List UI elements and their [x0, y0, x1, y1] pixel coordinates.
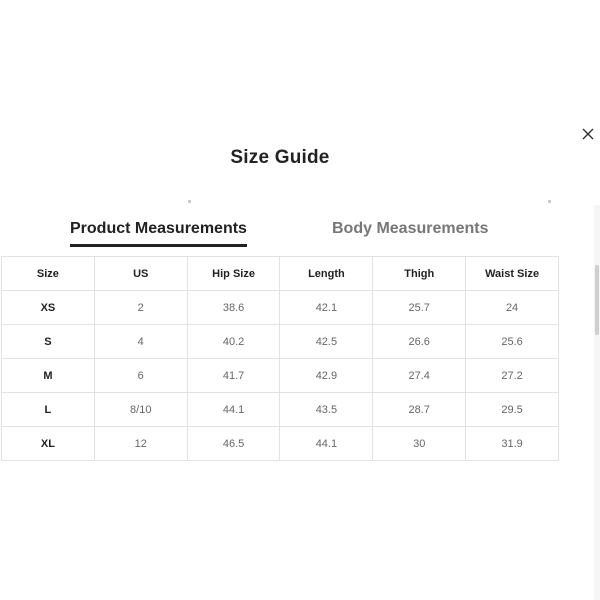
dialog-title: Size Guide	[230, 147, 330, 168]
length-cell: 42.5	[280, 325, 373, 359]
size-cell: XL	[2, 427, 95, 461]
us-cell: 6	[94, 359, 187, 393]
table-row	[2, 325, 559, 359]
header-hip-size: Hip Size	[187, 257, 280, 291]
length-cell: 43.5	[280, 393, 373, 427]
close-button[interactable]	[578, 124, 598, 144]
waist-size-cell: 27.2	[466, 359, 559, 393]
thigh-cell: 28.7	[373, 393, 466, 427]
us-cell: 8/10	[94, 393, 187, 427]
us-cell: 12	[94, 427, 187, 461]
tab-product-measurements[interactable]: Product Measurements	[70, 220, 247, 247]
table-row	[2, 427, 559, 461]
hip-size-cell: 38.6	[187, 291, 280, 325]
thigh-cell: 25.7	[373, 291, 466, 325]
table-header-row	[2, 257, 559, 291]
length-cell: 44.1	[280, 427, 373, 461]
table-row	[2, 291, 559, 325]
size-cell: M	[2, 359, 95, 393]
thigh-cell: 26.6	[373, 325, 466, 359]
size-table	[1, 256, 559, 461]
scrollbar-thumb[interactable]	[595, 265, 599, 335]
us-cell: 2	[94, 291, 187, 325]
waist-size-cell: 25.6	[466, 325, 559, 359]
waist-size-cell: 29.5	[466, 393, 559, 427]
size-cell: XS	[2, 291, 95, 325]
hip-size-cell: 40.2	[187, 325, 280, 359]
length-cell: 42.1	[280, 291, 373, 325]
header-thigh: Thigh	[373, 257, 466, 291]
close-icon[interactable]	[578, 124, 598, 144]
length-cell: 42.9	[280, 359, 373, 393]
divider-mark-left	[188, 200, 191, 203]
hip-size-cell: 41.7	[187, 359, 280, 393]
waist-size-cell: 24	[466, 291, 559, 325]
us-cell: 4	[94, 325, 187, 359]
waist-size-cell: 31.9	[466, 427, 559, 461]
header-size: Size	[2, 257, 95, 291]
tab-body-measurements[interactable]: Body Measurements	[332, 220, 489, 237]
hip-size-cell: 46.5	[187, 427, 280, 461]
header-waist-size: Waist Size	[466, 257, 559, 291]
table-row	[2, 393, 559, 427]
header-us: US	[94, 257, 187, 291]
table-row	[2, 359, 559, 393]
thigh-cell: 30	[373, 427, 466, 461]
size-cell: S	[2, 325, 95, 359]
size-cell: L	[2, 393, 95, 427]
header-length: Length	[280, 257, 373, 291]
hip-size-cell: 44.1	[187, 393, 280, 427]
thigh-cell: 27.4	[373, 359, 466, 393]
divider-mark-right	[548, 200, 551, 203]
